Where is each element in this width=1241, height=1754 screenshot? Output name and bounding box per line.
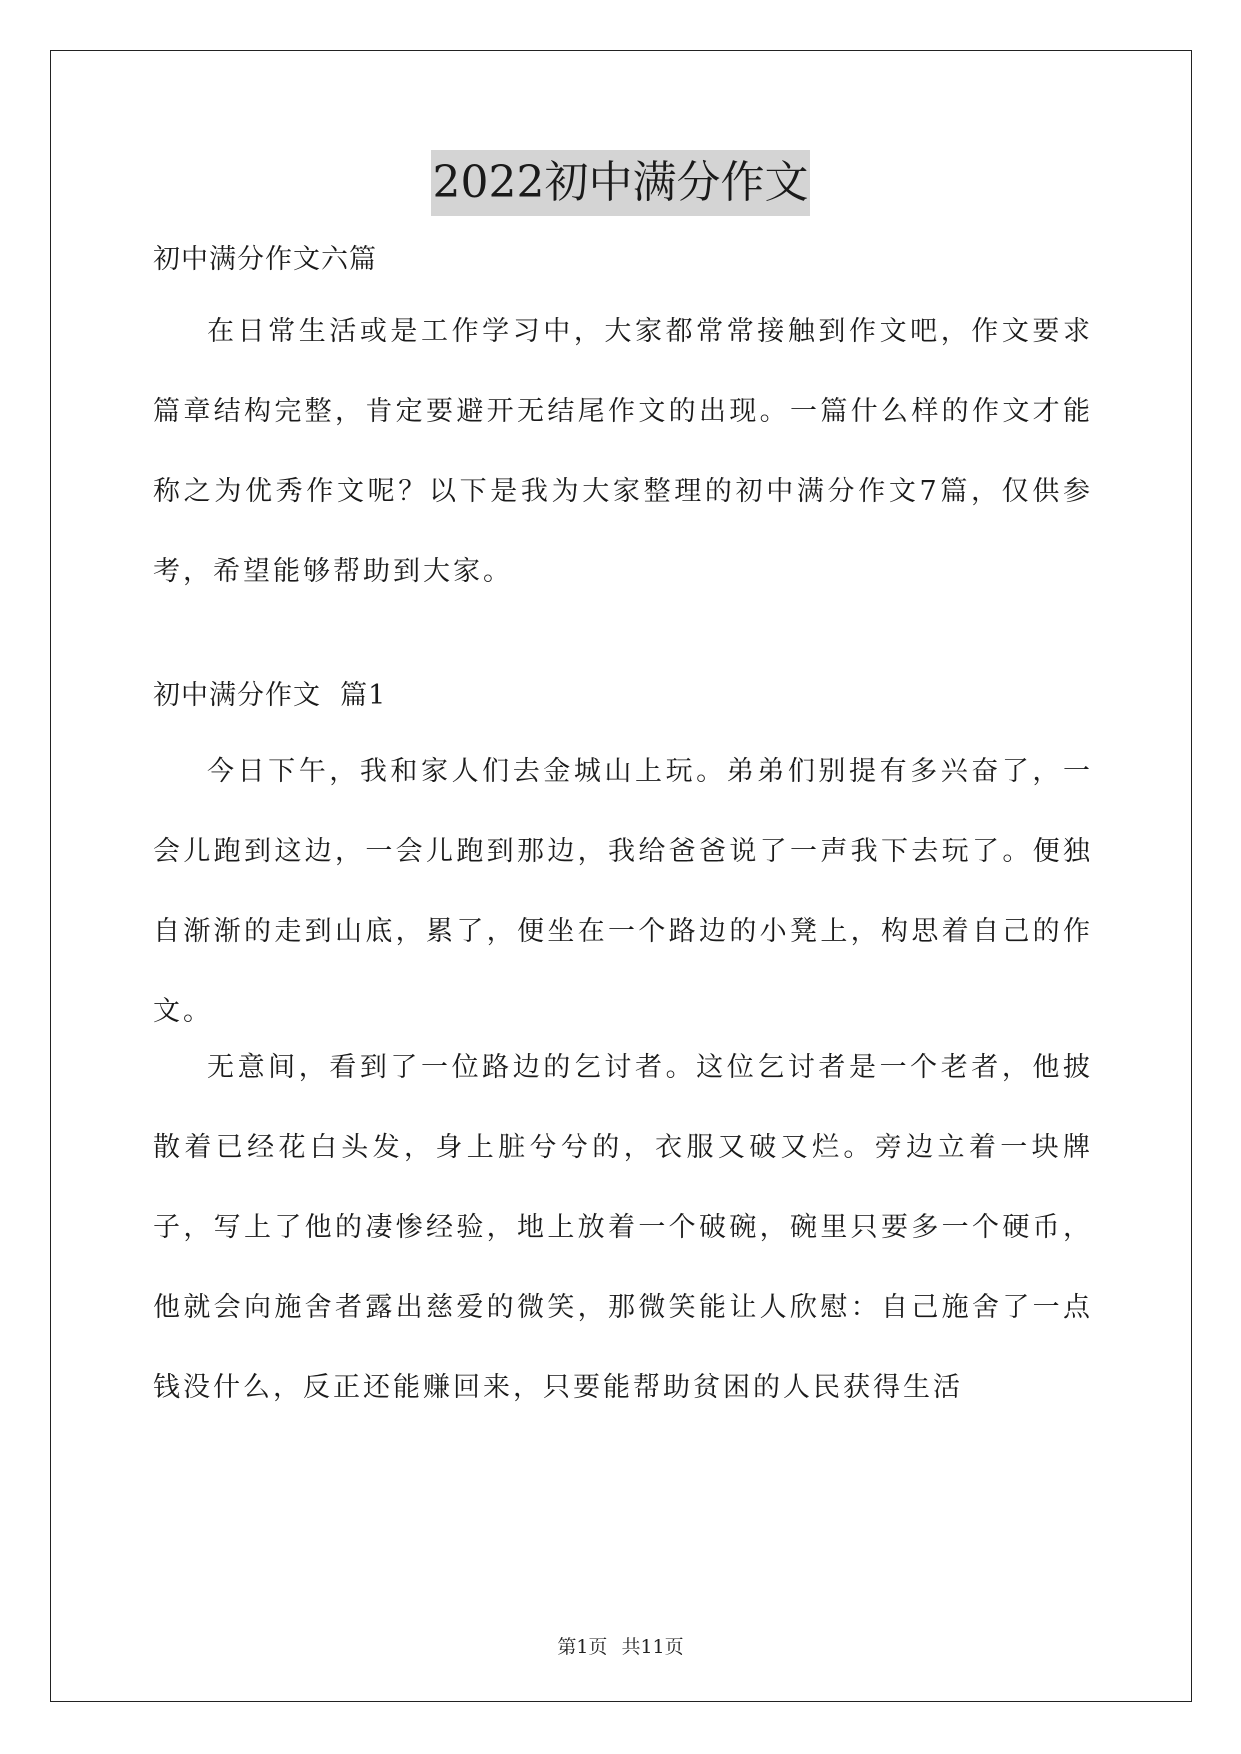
page-number: 第1页: [557, 1636, 608, 1658]
section-1-paragraph-1: 今日下午，我和家人们去金城山上玩。弟弟们别提有多兴奋了，一会儿跑到这边，一会儿跑到那边，我给爸爸说了一声我下去玩了。便独自渐渐的走到山底，累了，便坐在一个路边的小凳上，构思着自己的作文。: [153, 756, 1093, 1027]
title-container: [0, 150, 1241, 216]
section-1-paragraph-2: 无意间，看到了一位路边的乞讨者。这位乞讨者是一个老者，他披散着已经花白头发，身上脏兮兮的，衣服又破又烂。旁边立着一块牌子，写上了他的凄惨经验，地上放着一个破碗，碗里只要多一个硬币，他就会向施舍者露出慈爱的微笑，那微笑能让人欣慰：自己施舍了一点钱没什么，反正还能赚回来，只要能帮助贫困的人民获得生活: [153, 1052, 1093, 1403]
intro-paragraph: 在日常生活或是工作学习中，大家都常常接触到作文吧，作文要求篇章结构完整，肯定要避开无结尾作文的出现。一篇什么样的作文才能称之为优秀作文呢？以下是我为大家整理的初中满分作文7篇，仅供参考，希望能够帮助到大家。: [153, 316, 1093, 587]
page-total: 共11页: [621, 1636, 684, 1658]
page-footer: [0, 1632, 1241, 1659]
intro-heading: 初中满分作文六篇: [153, 244, 377, 275]
document-title: 2022初中满分作文: [431, 150, 811, 216]
section-1-heading: 初中满分作文 篇1: [153, 680, 387, 711]
